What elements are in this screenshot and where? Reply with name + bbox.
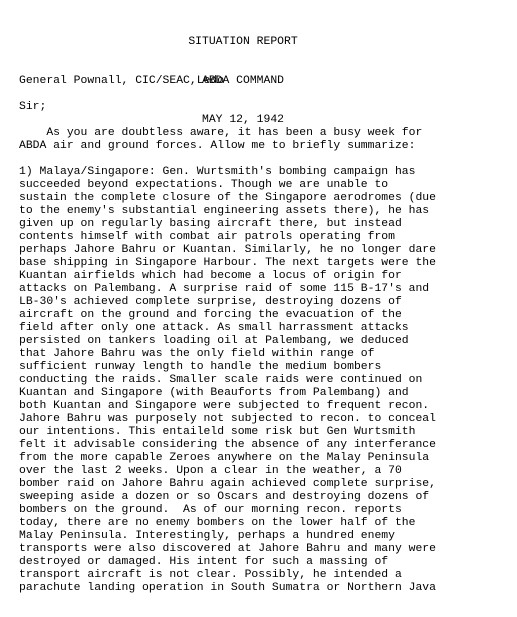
body-line: perhaps Jahore Bahru or Kuantan. Similarly, he no longer dare bbox=[19, 244, 436, 256]
body-line: Kuantan and Singapore (with Beauforts from Palembang) and bbox=[19, 387, 409, 399]
body-line: sweeping aside a dozen or so Oscars and destroying dozens of bbox=[19, 491, 430, 503]
body-line: field after only one attack. As small harrassment attacks bbox=[19, 322, 409, 334]
body-line: aircraft on the ground and forcing the evacuation of the bbox=[19, 309, 402, 321]
body-line: that Jahore Bahru was the only field within range of bbox=[19, 348, 375, 360]
body-line: Malay Peninsula. Interestingly, perhaps a hundred enemy bbox=[19, 530, 395, 542]
report-title: SITUATION REPORT bbox=[188, 36, 298, 48]
report-command: ABDA COMMAND bbox=[201, 75, 285, 87]
salutation: Sir; bbox=[19, 101, 47, 113]
body-line: today, there are no enemy bombers on the lower half of the bbox=[19, 517, 416, 529]
body-line: bomber raid on Jahore Bahru again achieved complete surprise, bbox=[19, 478, 436, 490]
body-line: LB-30's achieved complete surprise, destroying dozens of bbox=[19, 296, 402, 308]
body-line: attacks on Palembang. A surprise raid of some 115 B-17's and bbox=[19, 283, 430, 295]
intro-line: ABDA air and ground forces. Allow me to briefly summarize: bbox=[19, 140, 416, 152]
body-line: given up on regularly basing aircraft there, but instead bbox=[19, 218, 402, 230]
body-line: felt it advisable considering the absence of any interferance bbox=[19, 439, 436, 451]
addressee: General Pownall, CIC/SEAC,Ledo bbox=[19, 75, 225, 87]
body-line: to the enemy's substantial engineering assets there), he has bbox=[19, 205, 430, 217]
body-line: Kuantan airfields which had become a locus of origin for bbox=[19, 270, 402, 282]
body-line: transports were also discovered at Jahore Bahru and many were bbox=[19, 543, 436, 555]
body-line: Jahore Bahru was purposely not subjected to recon. to conceal bbox=[19, 413, 436, 425]
body-line: transport aircraft is not clear. Possibly, he intended a bbox=[19, 569, 402, 581]
body-line: from the more capable Zeroes anywhere on the Malay Peninsula bbox=[19, 452, 430, 464]
body-line: persisted on tankers loading oil at Palembang, we deduced bbox=[19, 335, 409, 347]
body-line: bombers on the ground. As of our morning recon. reports bbox=[19, 504, 402, 516]
body-line: our intentions. This entaileld some risk but Gen Wurtsmith bbox=[19, 426, 416, 438]
report-date: MAY 12, 1942 bbox=[201, 114, 285, 126]
body-line: over the last 2 weeks. Upon a clear in the weather, a 70 bbox=[19, 465, 402, 477]
body-line: sufficient runway length to handle the medium bombers bbox=[19, 361, 382, 373]
body-line: parachute landing operation in South Sumatra or Northern Java bbox=[19, 582, 436, 594]
body-line: contents himself with combat air patrols operating from bbox=[19, 231, 395, 243]
body-line: 1) Malaya/Singapore: Gen. Wurtsmith's bombing campaign has bbox=[19, 166, 416, 178]
body-line: both Kuantan and Singapore were subjected to frequent recon. bbox=[19, 400, 430, 412]
body-line: conducting the raids. Smaller scale raids were continued on bbox=[19, 374, 423, 386]
body-line: sustain the complete closure of the Singapore aerodromes (due bbox=[19, 192, 436, 204]
intro-line: As you are doubtless aware, it has been a busy week for bbox=[19, 127, 423, 139]
body-line: base shipping in Singapore Harbour. The next targets were the bbox=[19, 257, 436, 269]
body-line: destroyed or damaged. His intent for such a massing of bbox=[19, 556, 389, 568]
body-line: succeeded beyond expectations. Though we are unable to bbox=[19, 179, 389, 191]
